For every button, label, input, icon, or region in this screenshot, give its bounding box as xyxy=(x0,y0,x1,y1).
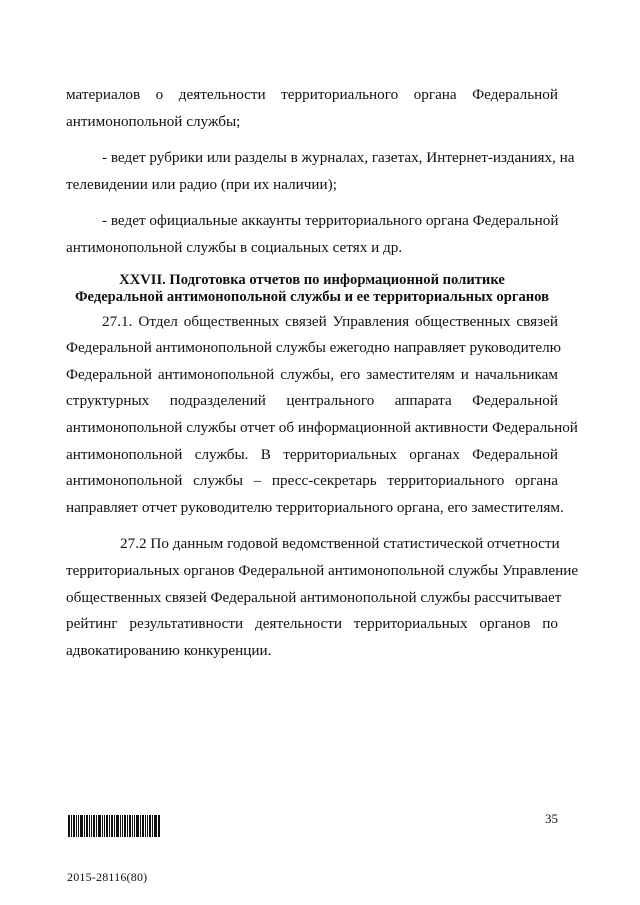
text-line: антимонопольной службы. В территориальных органах Федеральной xyxy=(66,445,558,463)
text-line: общественных связей Федеральной антимонопольной службы рассчитывает xyxy=(66,588,562,606)
text-line: Федеральной антимонопольной службы, его заместителям и начальникам xyxy=(66,365,558,383)
text-line: территориальных органов Федеральной антимонопольной службы Управление xyxy=(66,561,579,579)
text-line: рейтинг результативности деятельности территориальных органов по xyxy=(66,615,558,633)
text-line: 27.2 По данным годовой ведомственной статистической отчетности xyxy=(120,535,560,553)
bullet-line: - ведет официальные аккаунты территориального органа Федеральной xyxy=(102,212,559,230)
section-heading xyxy=(66,272,558,307)
barcode-icon xyxy=(68,815,160,837)
text-line: антимонопольной службы в социальных сетях и др. xyxy=(66,238,403,256)
text-line: антимонопольной службы отчет об информационной активности Федеральной xyxy=(66,418,578,436)
text-line: Федеральной антимонопольной службы ежегодно направляет руководителю xyxy=(66,339,562,357)
text-line: адвокатированию конкуренции. xyxy=(66,641,272,659)
text-line: антимонопольной службы; xyxy=(66,112,241,130)
spacer xyxy=(66,135,558,145)
section-heading-line: Федеральной антимонопольной службы и ее территориальных органов xyxy=(75,289,549,306)
text-line: антимонопольной службы – пресс-секретарь территориального органа xyxy=(66,472,558,490)
spacer xyxy=(66,198,558,208)
text-line: структурных подразделений центрального аппарата Федеральной xyxy=(66,392,558,410)
bullet-line: - ведет рубрики или разделы в журналах, газетах, Интернет-изданиях, на xyxy=(102,149,575,167)
text-line: телевидении или радио (при их наличии); xyxy=(66,175,337,193)
text-line: направляет отчет руководителю территориального органа, его заместителям. xyxy=(66,498,564,516)
page-body xyxy=(66,82,579,664)
paragraph-27-1 xyxy=(66,309,578,522)
spacer xyxy=(66,262,558,272)
text-line: 27.1. Отдел общественных связей Управления общественных связей xyxy=(102,312,558,330)
section-heading-line: XXVII. Подготовка отчетов по информационной политике xyxy=(119,271,505,288)
page-number: 35 xyxy=(545,811,558,826)
document-code: 2015-28116(80) xyxy=(67,870,148,884)
spacer xyxy=(66,521,558,531)
paragraph-27-2 xyxy=(66,531,579,664)
text-line: материалов о деятельности территориального органа Федеральной xyxy=(66,86,558,103)
